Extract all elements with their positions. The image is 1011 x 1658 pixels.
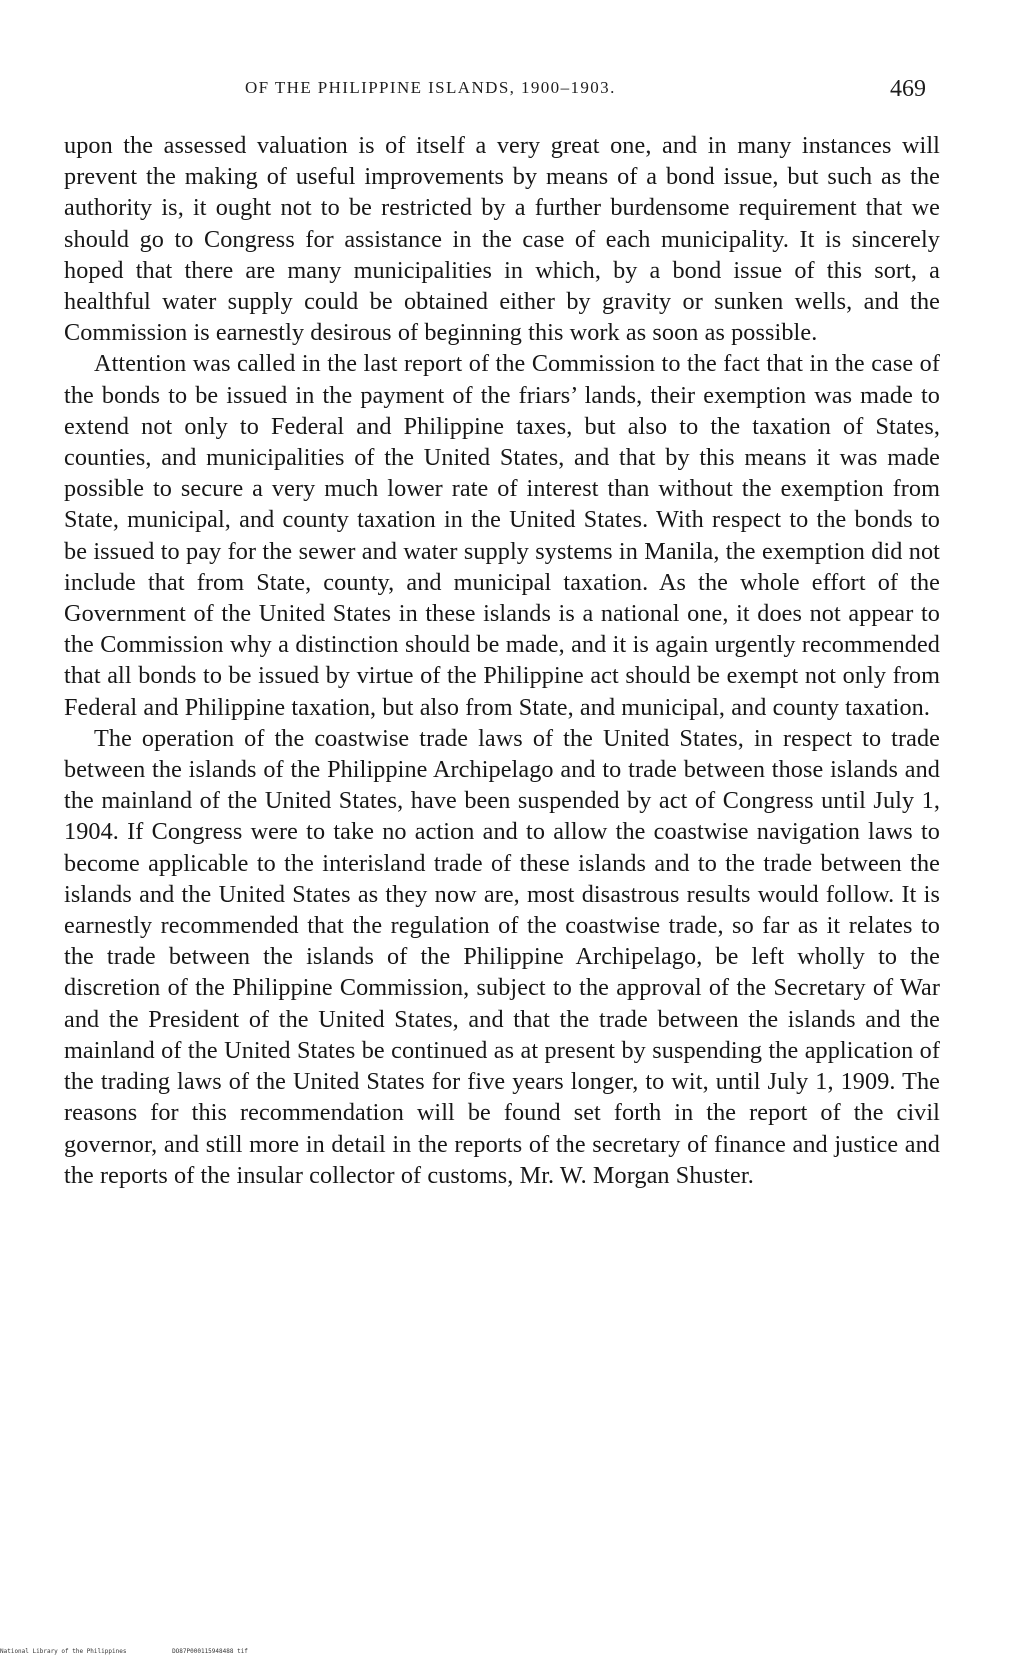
scan-footer: [0, 1648, 290, 1655]
paragraph-coastwise-trade: The operation of the coastwise trade laws of the United States, in respect to trade between the islands of the Philippine Archipelago and to trade between those islands and the mainland of the United States, have been suspended by act of Congress until July 1, 1904. If Congress were to take no action and to allow the coastwise navigation laws to become applicable to the interisland trade of these islands and to the trade between the islands and the United States as they now are, most disastrous results would follow. It is earnestly recommended that the regulation of the coastwise trade, so far as it relates to the trade between the islands of the Philippine Archipelago, be left wholly to the discretion of the Philippine Commission, subject to the approval of the Secretary of War and the President of the United States, and that the trade between the islands and the mainland of the United States be continued as at present by suspending the application of the trading laws of the United States for five years longer, to wit, until July 1, 1909. The reasons for this recommendation will be found set forth in the report of the civil governor, and still more in detail in the reports of the secretary of finance and justice and the reports of the insular collector of customs, Mr. W. Morgan Shuster.: [64, 724, 940, 1189]
footer-library-name: National Library of the Philippines: [0, 1648, 127, 1655]
running-header-title: OF THE PHILIPPINE ISLANDS, 1900–1903.: [245, 78, 616, 97]
body-text: [64, 130, 940, 1191]
paragraph-continuation: upon the assessed valuation is of itself a very great one, and in many instances will prevent the making of useful improvements by means of a bond issue, but such as the authority is, it ought not to be restricted by a further burdensome requirement that we should go to Congress for assistance in the case of each municipality. It is sincerely hoped that there are many municipalities in which, by a bond issue of this sort, a healthful water supply could be obtained either by gravity or sunken wells, and the Commission is earnestly desirous of beginning this work as soon as possible.: [64, 132, 940, 347]
page-number: 469: [890, 76, 926, 102]
footer-file-id: DO87P000115948488 tif: [172, 1648, 248, 1655]
paragraph-bond-exemption: Attention was called in the last report of the Commission to the fact that in the case of the bonds to be issued in the payment of the friars’ lands, their exemption was made to extend not only to Federal and Philippine taxes, but also to the taxation of States, counties, and municipalities of the United States, and that by this means it was made possible to secure a very much lower rate of interest than without the exemption from State, municipal, and county taxation in the United States. With respect to the bonds to be issued to pay for the sewer and water supply systems in Manila, the exemption did not include that from State, county, and municipal taxation. As the whole effort of the Government of the United States in these islands is a national one, it does not appear to the Commission why a distinction should be made, and it is again urgently recommended that all bonds to be issued by virtue of the Philippine act should be exempt not only from Federal and Philippine taxation, but also from State, and municipal, and county taxation.: [64, 350, 940, 721]
